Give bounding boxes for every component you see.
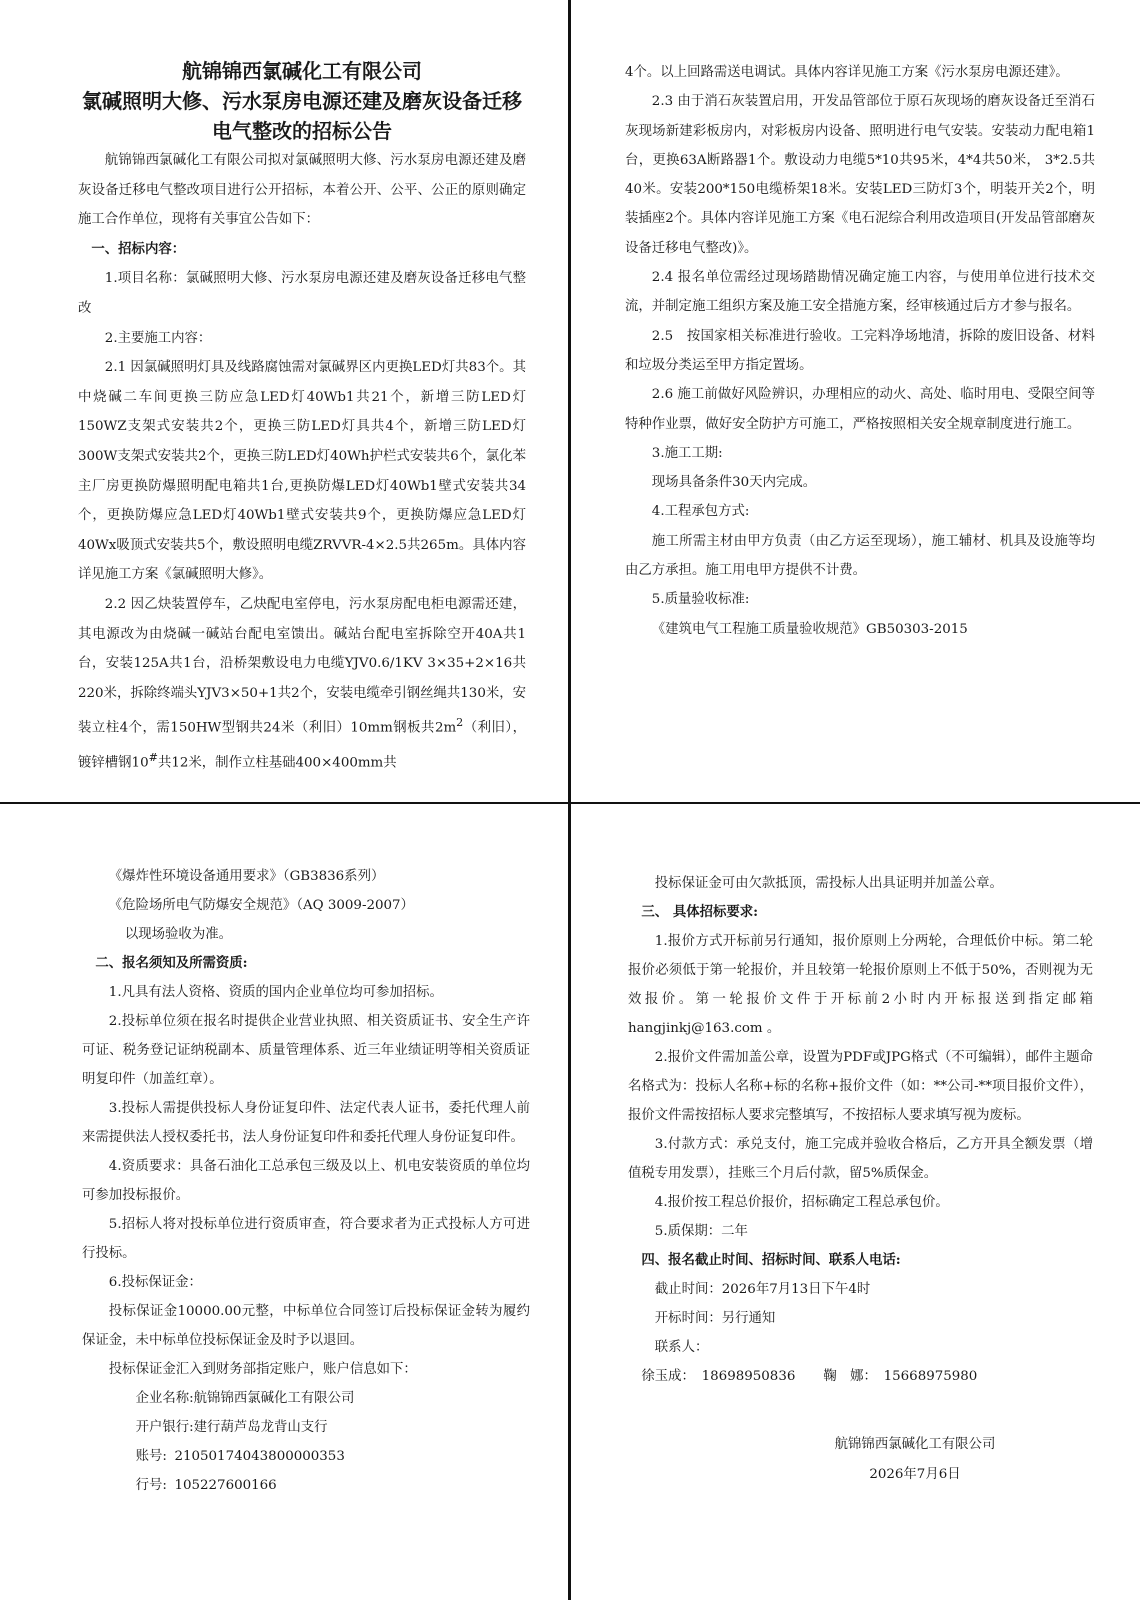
contact-label: 联系人： bbox=[654, 1340, 709, 1355]
bank-row bbox=[82, 1413, 530, 1442]
deposit-text: 投标保证金10000.00元整，中标单位合同签订后投标保证金转为履约保证金，未中标单位投标保证金及时予以退回。 bbox=[82, 1304, 530, 1348]
contact-2: 鞠 娜： 15668975980 bbox=[823, 1369, 978, 1384]
deadline: 截止时间：2026年7月13日下午4时 bbox=[654, 1282, 871, 1297]
requirement-3: 3.投标人需提供投标人身份证复印件、法定代表人证书，委托代理人前来需提供法人授权委托书，法人身份证复印件和委托代理人身份证复印件。 bbox=[82, 1101, 530, 1145]
bid-requirement-1: 1.报价方式开标前另行通知，报价原则上分两轮，合理低价中标。第二轮报价必须低于第一轮报价，并且较第一轮报价原则上不低于50%，否则视为无效报价。第一轮报价文件于开标前2小时内开标报送到指定邮箱 hangjinkj@163.com 。 bbox=[628, 934, 1093, 1036]
quality-standard-2: 《爆炸性环境设备通用要求》（GB3836系列） bbox=[108, 869, 385, 884]
company-name-row bbox=[82, 1384, 530, 1413]
requirement-5: 5.招标人将对投标单位进行资质审查，符合要求者为正式投标人方可进行投标。 bbox=[82, 1217, 530, 1261]
account-row bbox=[82, 1442, 530, 1471]
bank-code-label: 行号: bbox=[135, 1478, 167, 1493]
bank-code-value: 105227600166 bbox=[174, 1478, 277, 1493]
section-4-heading: 四、报名截止时间、招标时间、联系人电话: bbox=[641, 1252, 901, 1268]
contract-method-text: 施工所需主材由甲方负责（由乙方运至现场），施工辅材、机具及设施等均由乙方承担。施工用电甲方提供不计费。 bbox=[625, 533, 1095, 579]
page-3 bbox=[82, 862, 530, 1500]
page-2 bbox=[625, 58, 1095, 644]
bank-value: 建行葫芦岛龙背山支行 bbox=[193, 1420, 328, 1435]
item-2-2-superscript: 2 bbox=[456, 716, 464, 730]
open-time: 开标时间：另行通知 bbox=[654, 1311, 776, 1326]
main-content-heading: 2.主要施工内容： bbox=[104, 330, 212, 346]
item-2-5: 2.5 按国家相关标准进行验收。工完料净场地清，拆除的废旧设备、材料和垃圾分类运至甲方指定置场。 bbox=[625, 328, 1095, 373]
title-line-1: 航锦锦西氯碱化工有限公司 bbox=[182, 59, 422, 83]
bank-code-row bbox=[82, 1471, 530, 1500]
project-name: 1.项目名称：氯碱照明大修、污水泵房电源还建及磨灰设备迁移电气整改 bbox=[78, 271, 526, 316]
page-divider-vertical bbox=[568, 0, 571, 1600]
signature-company: 航锦锦西氯碱化工有限公司 bbox=[834, 1437, 996, 1452]
bank-label: 开户银行: bbox=[135, 1420, 194, 1435]
item-2-4: 2.4 报名单位需经过现场踏勘情况确定施工内容，与使用单位进行技术交流，并制定施工组织方案及施工安全措施方案，经审核通过后方才参与报名。 bbox=[625, 270, 1095, 315]
item-2-6: 2.6 施工前做好风险辨识，办理相应的动火、高处、临时用电、受限空间等特种作业票，做好安全防护方可施工，严格按照相关安全规章制度进行施工。 bbox=[625, 387, 1095, 432]
item-2-3: 2.3 由于消石灰装置启用，开发品管部位于原石灰现场的磨灰设备迁至消石灰现场新建彩板房内，对彩板房内设备、照明进行电气安装。安装动力配电箱1台，更换63A断路器1个。敷设动力电缆5*10共95米，4*4共50米， 3*2.5共40米。安装200*150电缆桥架18米。安装LED三防灯3个，明装开关2个，明装插座2个。具体内容详见施工方案《电石泥综合利用改造项目(开发品管部磨灰设备迁移电气整改)》。 bbox=[625, 94, 1095, 256]
item-2-2-part-c: 共12米，制作立柱基础400×400mm共 bbox=[157, 755, 397, 771]
construction-period-heading: 3.施工工期: bbox=[651, 445, 723, 461]
item-2-2 bbox=[78, 590, 526, 779]
account-label: 账号: bbox=[135, 1449, 167, 1464]
quality-standard-1: 《建筑电气工程施工质量验收规范》GB50303-2015 bbox=[651, 621, 968, 637]
bid-requirement-2: 2.报价文件需加盖公章，设置为PDF或JPG格式（不可编辑），邮件主题命名格式为：投标人名称+标的名称+报价文件（如：**公司-**项目报价文件），报价文件需按招标人要求完整填写，不按招标人要求填写视为废标。 bbox=[628, 1050, 1093, 1123]
company-name-label: 企业名称: bbox=[135, 1391, 194, 1406]
deposit-offset: 投标保证金可由欠款抵顶，需投标人出具证明并加盖公章。 bbox=[654, 876, 1003, 891]
quality-standard-3: 《危险场所电气防爆安全规范》（AQ 3009-2007） bbox=[108, 898, 414, 913]
requirement-6: 6.投标保证金： bbox=[108, 1275, 202, 1290]
page-4 bbox=[628, 869, 1093, 1391]
signature-block bbox=[800, 1430, 1030, 1490]
company-name-value: 航锦锦西氯碱化工有限公司 bbox=[193, 1391, 355, 1406]
item-2-2-part-b: （利旧），镀锌槽钢10 bbox=[78, 720, 526, 771]
requirement-2: 2.投标单位须在报名时提供企业营业执照、相关资质证书、安全生产许可证、税务登记证纳税副本、质量管理体系、近三年业绩证明等相关资质证明复印件（加盖红章）。 bbox=[82, 1014, 530, 1087]
signature-date: 2026年7月6日 bbox=[869, 1467, 961, 1482]
item-2-1: 2.1 因氯碱照明灯具及线路腐蚀需对氯碱界区内更换LED灯共83个。其中烧碱二车间更换三防应急LED灯40Wb1共21个，新增三防LED灯150WZ支架式安装共2个，更换三防LED灯具共4个，新增三防LED灯300W支架式安装共2个，更换三防LED灯40Wh护栏式安装共6个，氯化苯主厂房更换防爆照明配电箱共1台,更换防爆LED灯40Wb1壁式安装共34个，更换防爆应急LED灯40Wb1壁式安装共9个，更换防爆应急LED灯40Wx吸顶式安装共5个，敷设照明电缆ZRVVR-4×2.5共265m。具体内容详见施工方案《氯碱照明大修》。 bbox=[78, 360, 526, 583]
quality-standard-heading: 5.质量验收标准: bbox=[651, 592, 750, 608]
contact-row bbox=[628, 1362, 1093, 1391]
contact-1: 徐玉成： 18698950836 bbox=[641, 1369, 796, 1384]
requirement-4: 4.资质要求：具备石油化工总承包三级及以上、机电安装资质的单位均可参加投标报价。 bbox=[82, 1159, 530, 1203]
quality-standard-note: 以现场验收为准。 bbox=[124, 927, 232, 942]
bid-requirement-5: 5.质保期：二年 bbox=[654, 1224, 748, 1239]
bid-requirement-3: 3.付款方式：承兑支付，施工完成并验收合格后，乙方开具全额发票（增值税专用发票），挂账三个月后付款，留5%质保金。 bbox=[628, 1137, 1093, 1181]
section-2-heading: 二、报名须知及所需资质: bbox=[95, 955, 248, 971]
item-2-2-continued: 4个。以上回路需送电调试。具体内容详见施工方案《污水泵房电源还建》。 bbox=[625, 65, 1069, 80]
contract-method-heading: 4.工程承包方式: bbox=[651, 504, 750, 520]
construction-period-text: 现场具备条件30天内完成。 bbox=[651, 475, 817, 491]
title-line-3: 电气整改的招标公告 bbox=[212, 119, 392, 143]
item-2-2-part-a: 2.2 因乙炔装置停车，乙炔配电室停电，污水泵房配电柜电源需还建，其电源改为由烧碱一碱站台配电室馈出。碱站台配电室拆除空开40A共1台，安装125A共1台，沿桥架敷设电力电缆YJV0.6/1KV 3×35+2×16共220米，拆除终端头YJV3×50+1共2个，安装电缆牵引钢丝绳共130米，安装立柱4个，需150HW型钢共24米（利旧）10mm钢板共2m bbox=[78, 596, 527, 736]
section-3-heading: 三、 具体招标要求: bbox=[641, 904, 759, 920]
page-divider-horizontal bbox=[0, 802, 1140, 804]
requirement-1: 1.凡具有法人资格、资质的国内企业单位均可参加招标。 bbox=[108, 985, 443, 1000]
page-1 bbox=[78, 56, 526, 778]
title-line-2: 氯碱照明大修、污水泵房电源还建及磨灰设备迁移 bbox=[82, 89, 522, 113]
bid-requirement-4: 4.报价按工程总价报价，招标确定工程总承包价。 bbox=[654, 1195, 949, 1210]
intro-paragraph: 航锦锦西氯碱化工有限公司拟对氯碱照明大修、污水泵房电源还建及磨灰设备迁移电气整改项目进行公开招标，本着公开、公平、公正的原则确定施工合作单位，现将有关事宜公告如下： bbox=[78, 153, 526, 228]
item-2-2-superscript-2: # bbox=[148, 751, 158, 765]
account-intro: 投标保证金汇入到财务部指定账户，账户信息如下： bbox=[108, 1362, 417, 1377]
account-value: 21050174043800000353 bbox=[174, 1449, 345, 1464]
section-1-heading: 一、招标内容： bbox=[91, 240, 186, 257]
